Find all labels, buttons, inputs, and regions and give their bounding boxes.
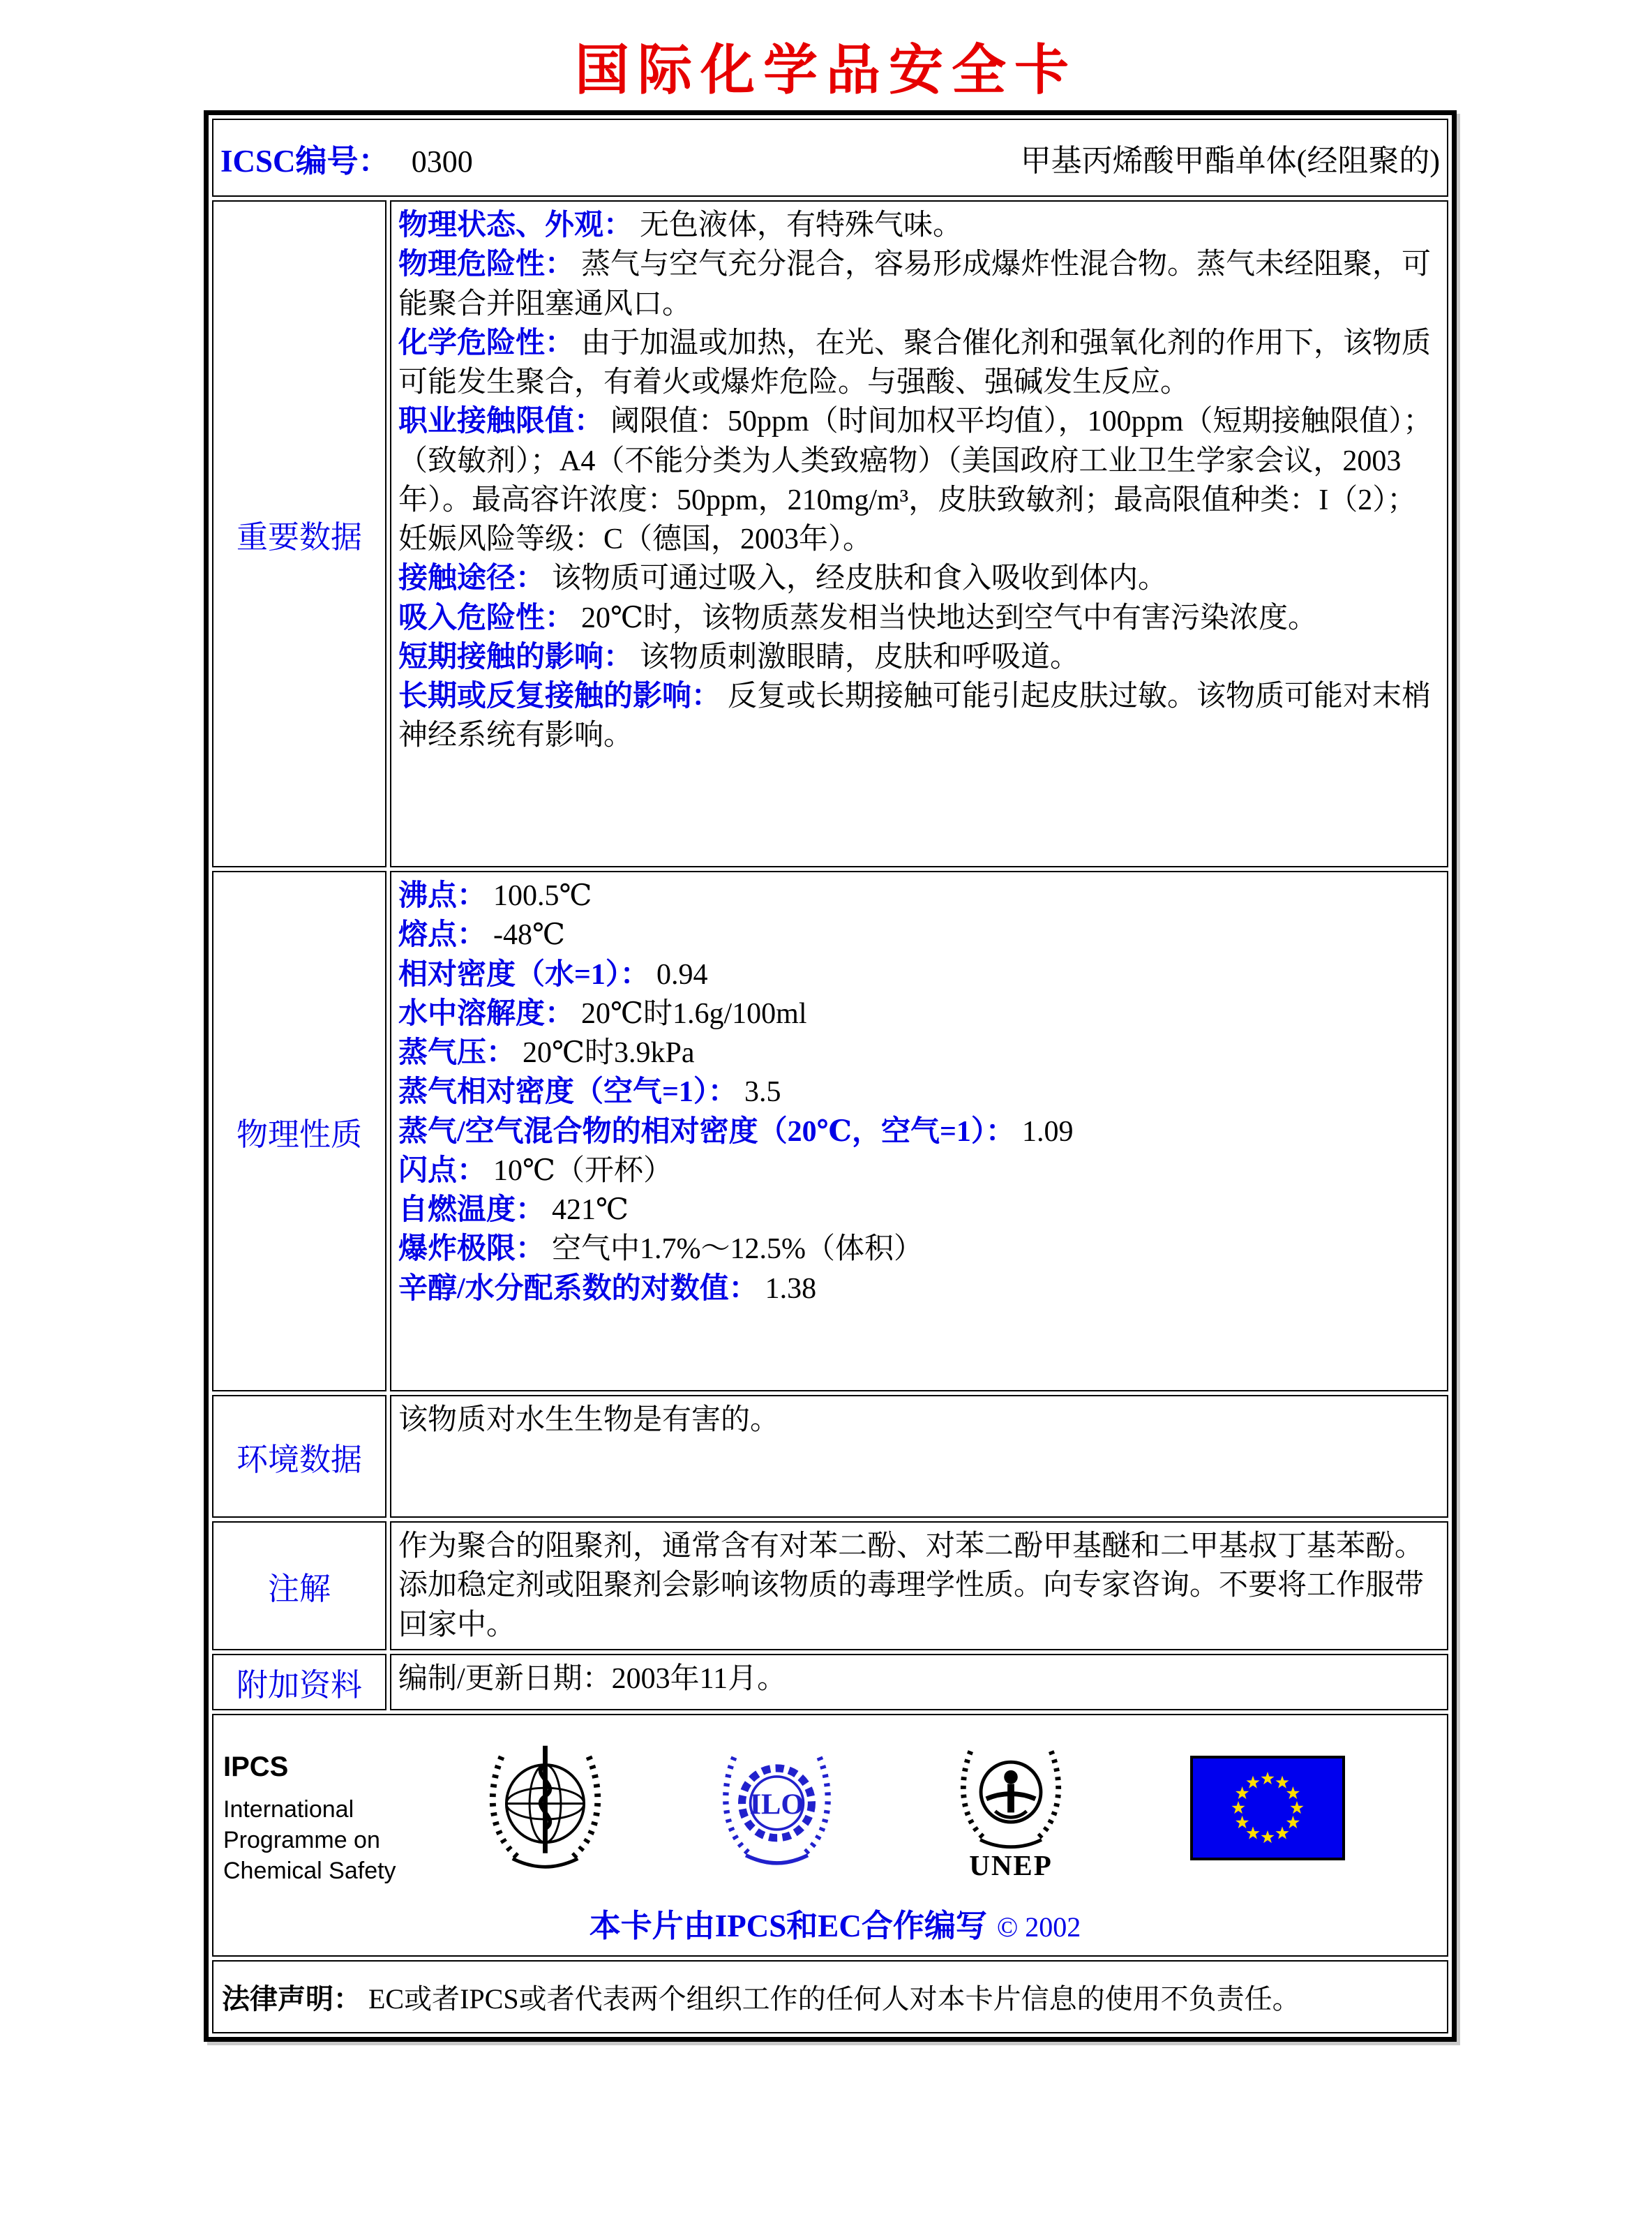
property-label: 职业接触限值： (398, 405, 604, 438)
property-label: 蒸气相对密度（空气=1）： (398, 1076, 737, 1109)
property-line (398, 916, 1439, 955)
property-line (398, 1151, 1439, 1190)
property-value: 20℃时，该物质蒸发相当快地达到空气中有害污染浓度。 (581, 602, 1318, 634)
ipcs-text-block (223, 1752, 405, 1887)
notes-row (212, 1521, 1448, 1650)
icsc-card-table (204, 110, 1457, 2042)
property-value: 1.09 (1021, 1115, 1074, 1148)
property-value: 20℃时3.9kPa (523, 1037, 695, 1070)
ipcs-description-line: Programme on (223, 1826, 380, 1853)
property-label: 接触途径： (398, 562, 546, 595)
notes-content: 作为聚合的阻聚剂，通常含有对苯二酚、对苯二酚甲基醚和二甲基叔丁基苯酚。添加稳定剂或阻聚剂会影响该物质的毒理学性质。向专家咨询。不要将工作服带回家中。 (390, 1521, 1448, 1650)
property-line (398, 245, 1439, 324)
property-line (398, 677, 1439, 756)
property-line (398, 1190, 1439, 1230)
organization-logos (223, 1739, 1447, 1887)
property-line (398, 324, 1439, 403)
credit-year: © 2002 (996, 1911, 1081, 1943)
property-line (398, 1112, 1439, 1151)
property-value: 阈限值：50ppm（时间加权平均值），100ppm（短期接触限值）；（致敏剂）；A4（不能分类为人类致癌物）（美国政府工业卫生学家会议，2003年）。最高容许浓度：50ppm，210mg/m³，皮肤致敏剂；最高限值种类：I（2）；妊娠风险等级：C（德国，2003年）。 (398, 405, 1433, 556)
important-data-content (390, 200, 1448, 867)
header-cell (212, 119, 1448, 197)
property-label: 物理状态、外观： (398, 209, 633, 241)
icsc-number-label: ICSC编号： (220, 143, 390, 179)
additional-info-row (212, 1654, 1448, 1710)
property-label: 沸点： (398, 880, 487, 912)
header-row (212, 119, 1448, 197)
chemical-name: 甲基丙烯酸甲酯单体(经阻聚的) (1020, 144, 1440, 178)
physical-properties-list (398, 876, 1439, 1308)
physical-properties-row (212, 871, 1448, 1391)
property-value: 蒸气与空气充分混合，容易形成爆炸性混合物。蒸气未经阻聚，可能聚合并阻塞通风口。 (398, 248, 1432, 320)
important-data-row (212, 200, 1448, 867)
property-value: 0.94 (656, 958, 708, 991)
property-label: 自燃温度： (398, 1194, 546, 1227)
property-value: 反复或长期接触可能引起皮肤过敏。该物质可能对末梢神经系统有影响。 (398, 680, 1432, 752)
property-value: 1.38 (765, 1272, 817, 1305)
ilo-logo-text: ILO (749, 1788, 804, 1821)
icsc-number-group (220, 135, 473, 181)
property-line (398, 1073, 1439, 1112)
property-label: 辛醇/水分配系数的对数值： (398, 1272, 758, 1305)
property-line (398, 1230, 1439, 1269)
property-label: 水中溶解度： (398, 997, 575, 1030)
property-value: 由于加温或加热，在光、聚合催化剂和强氧化剂的作用下，该物质可能发生聚合，有着火或爆炸危险。与强酸、强碱发生反应。 (398, 327, 1432, 399)
property-label: 相对密度（水=1）： (398, 958, 649, 991)
property-value: 空气中1.7%～12.5%（体积） (552, 1233, 923, 1266)
property-value: -48℃ (493, 919, 565, 952)
property-label: 蒸气压： (398, 1037, 516, 1070)
property-label: 闪点： (398, 1154, 487, 1187)
property-line (398, 402, 1439, 559)
property-line (398, 638, 1439, 677)
organizations-cell (212, 1714, 1448, 1957)
additional-info-content: 编制/更新日期：2003年11月。 (390, 1654, 1448, 1710)
property-label: 吸入危险性： (398, 602, 575, 634)
property-line (398, 206, 1439, 245)
property-value: 10℃（开杯） (493, 1154, 673, 1187)
property-label: 长期或反复接触的影响： (398, 680, 721, 713)
page-title: 国际化学品安全卡 (574, 40, 1077, 100)
property-line (398, 1033, 1439, 1073)
property-value: 该物质刺激眼睛，皮肤和呼吸道。 (640, 641, 1080, 673)
legal-notice-label: 法律声明： (222, 1983, 361, 2015)
notes-row-label: 注解 (212, 1521, 386, 1650)
organizations-row (212, 1714, 1448, 1957)
property-value: 无色液体，有特殊气味。 (640, 209, 963, 241)
who-logo-icon (477, 1739, 613, 1875)
physical-properties-row-label: 物理性质 (212, 871, 386, 1391)
ipcs-acronym: IPCS (223, 1751, 289, 1782)
ipcs-description (223, 1794, 405, 1887)
property-label: 物理危险性： (398, 248, 575, 281)
icsc-number-value: 0300 (411, 144, 473, 179)
property-line (398, 559, 1439, 598)
legal-notice-text: EC或者IPCS或者代表两个组织工作的任何人对本卡片信息的使用不负责任。 (368, 1983, 1300, 2015)
unep-logo-icon (952, 1739, 1070, 1882)
physical-properties-content (390, 871, 1448, 1391)
additional-info-row-label: 附加资料 (212, 1654, 386, 1710)
important-data-row-label: 重要数据 (212, 200, 386, 867)
environmental-data-row (212, 1395, 1448, 1518)
credit-text: 本卡片由IPCS和EC合作编写 (589, 1909, 987, 1944)
ipcs-description-line: International (223, 1795, 354, 1823)
property-value: 3.5 (744, 1076, 781, 1109)
property-line (398, 955, 1439, 994)
property-label: 爆炸极限： (398, 1233, 546, 1266)
eu-flag-icon (1190, 1756, 1345, 1860)
legal-notice-row (212, 1960, 1448, 2033)
property-label: 熔点： (398, 919, 487, 952)
legal-notice-cell (212, 1960, 1448, 2033)
ilo-logo-icon (712, 1742, 841, 1871)
environmental-data-content: 该物质对水生生物是有害的。 (390, 1395, 1448, 1518)
important-data-list (398, 206, 1439, 756)
property-label: 蒸气/空气混合物的相对密度（20℃，空气=1）： (398, 1115, 1015, 1148)
property-line (398, 599, 1439, 638)
property-value: 该物质可通过吸入，经皮肤和食入吸收到体内。 (552, 562, 1168, 595)
property-value: 100.5℃ (493, 880, 592, 912)
credit-line (223, 1900, 1447, 1946)
environmental-data-row-label: 环境数据 (212, 1395, 386, 1518)
property-label: 短期接触的影响： (398, 641, 633, 673)
property-value: 20℃时1.6g/100ml (581, 997, 807, 1030)
property-line (398, 994, 1439, 1033)
property-value: 421℃ (552, 1194, 629, 1227)
property-line (398, 1269, 1439, 1308)
property-label: 化学危险性： (398, 327, 575, 359)
unep-logo-text: UNEP (969, 1849, 1053, 1882)
property-line (398, 876, 1439, 916)
ipcs-description-line: Chemical Safety (223, 1858, 396, 1885)
